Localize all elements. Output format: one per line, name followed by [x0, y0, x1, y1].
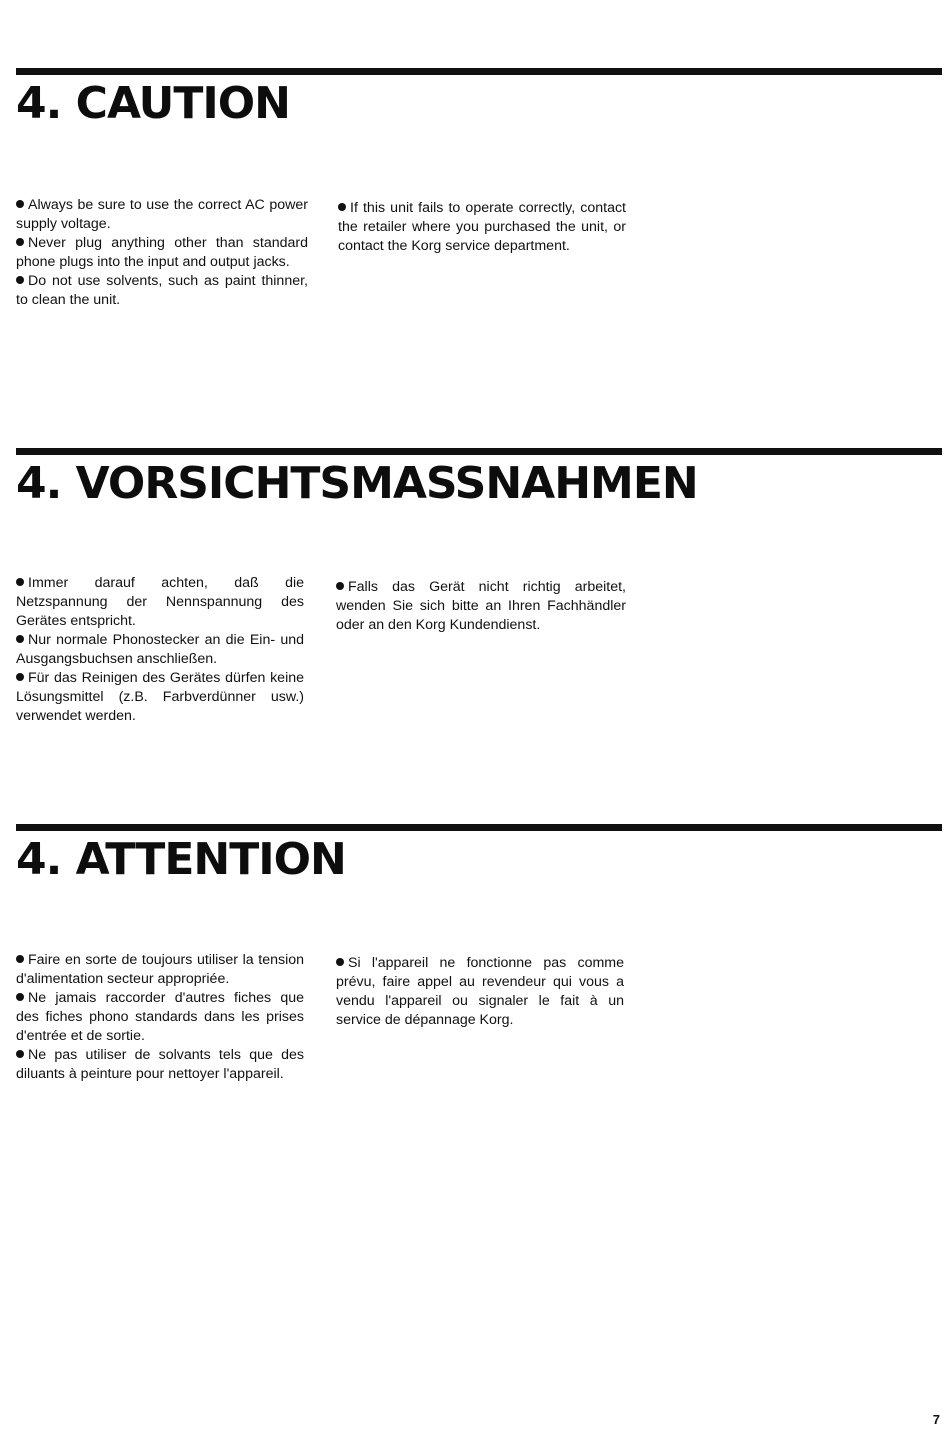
list-item: If this unit fails to operate correctly, contact the retailer where you purchased the unit, or contact the Korg service department.: [338, 200, 626, 254]
list-item: Ne pas utiliser de solvants tels que des diluants à peinture pour nettoyer l'appareil.: [16, 1047, 304, 1082]
right-column: [336, 578, 626, 635]
bullet-icon: [16, 993, 24, 1001]
bullet-icon: [16, 1050, 24, 1058]
page-number: 7: [932, 1412, 940, 1427]
bullet-icon: [16, 578, 24, 586]
bullet-icon: [16, 635, 24, 643]
list-item: Nur normale Phonostecker an die Ein- und Ausgangsbuchsen anschließen.: [16, 632, 304, 667]
list-item: Faire en sorte de toujours utiliser la tension d'alimentation secteur appropriée.: [16, 952, 304, 987]
list-item: Falls das Gerät nicht richtig arbeitet, wenden Sie sich bitte an Ihren Fachhändler oder an den Korg Kundendienst.: [336, 579, 626, 633]
left-column: [16, 574, 304, 726]
bullet-icon: [336, 582, 344, 590]
list-item: Si l'appareil ne fonctionne pas comme prévu, faire appel au revendeur qui vous a vendu l'appareil ou signaler le fait à un service de dépannage Korg.: [336, 955, 624, 1028]
list-item: Für das Reinigen des Gerätes dürfen keine Lösungsmittel (z.B. Farbverdünner usw.) verwendet werden.: [16, 670, 304, 724]
bullet-icon: [16, 276, 24, 284]
section-rule: [16, 68, 942, 75]
section-rule: [16, 448, 942, 455]
bullet-icon: [16, 238, 24, 246]
bullet-icon: [16, 955, 24, 963]
bullet-icon: [16, 200, 24, 208]
section-rule: [16, 824, 942, 831]
bullet-icon: [336, 958, 344, 966]
bullet-icon: [16, 673, 24, 681]
list-item: Always be sure to use the correct AC power supply voltage.: [16, 197, 308, 232]
section-heading: 4. ATTENTION: [16, 834, 346, 885]
right-column: [336, 954, 624, 1030]
list-item: Ne jamais raccorder d'autres fiches que des fiches phono standards dans les prises d'entrée et de sortie.: [16, 990, 304, 1044]
section-heading: 4. CAUTION: [16, 78, 290, 129]
list-item: Immer darauf achten, daß die Netzspannung der Nennspannung des Gerätes entspricht.: [16, 575, 304, 629]
right-column: [338, 199, 626, 256]
left-column: [16, 196, 308, 310]
section-heading: 4. VORSICHTSMASSNAHMEN: [16, 458, 698, 509]
list-item: Do not use solvents, such as paint thinner, to clean the unit.: [16, 273, 308, 308]
list-item: Never plug anything other than standard phone plugs into the input and output jacks.: [16, 235, 308, 270]
bullet-icon: [338, 203, 346, 211]
left-column: [16, 951, 304, 1084]
